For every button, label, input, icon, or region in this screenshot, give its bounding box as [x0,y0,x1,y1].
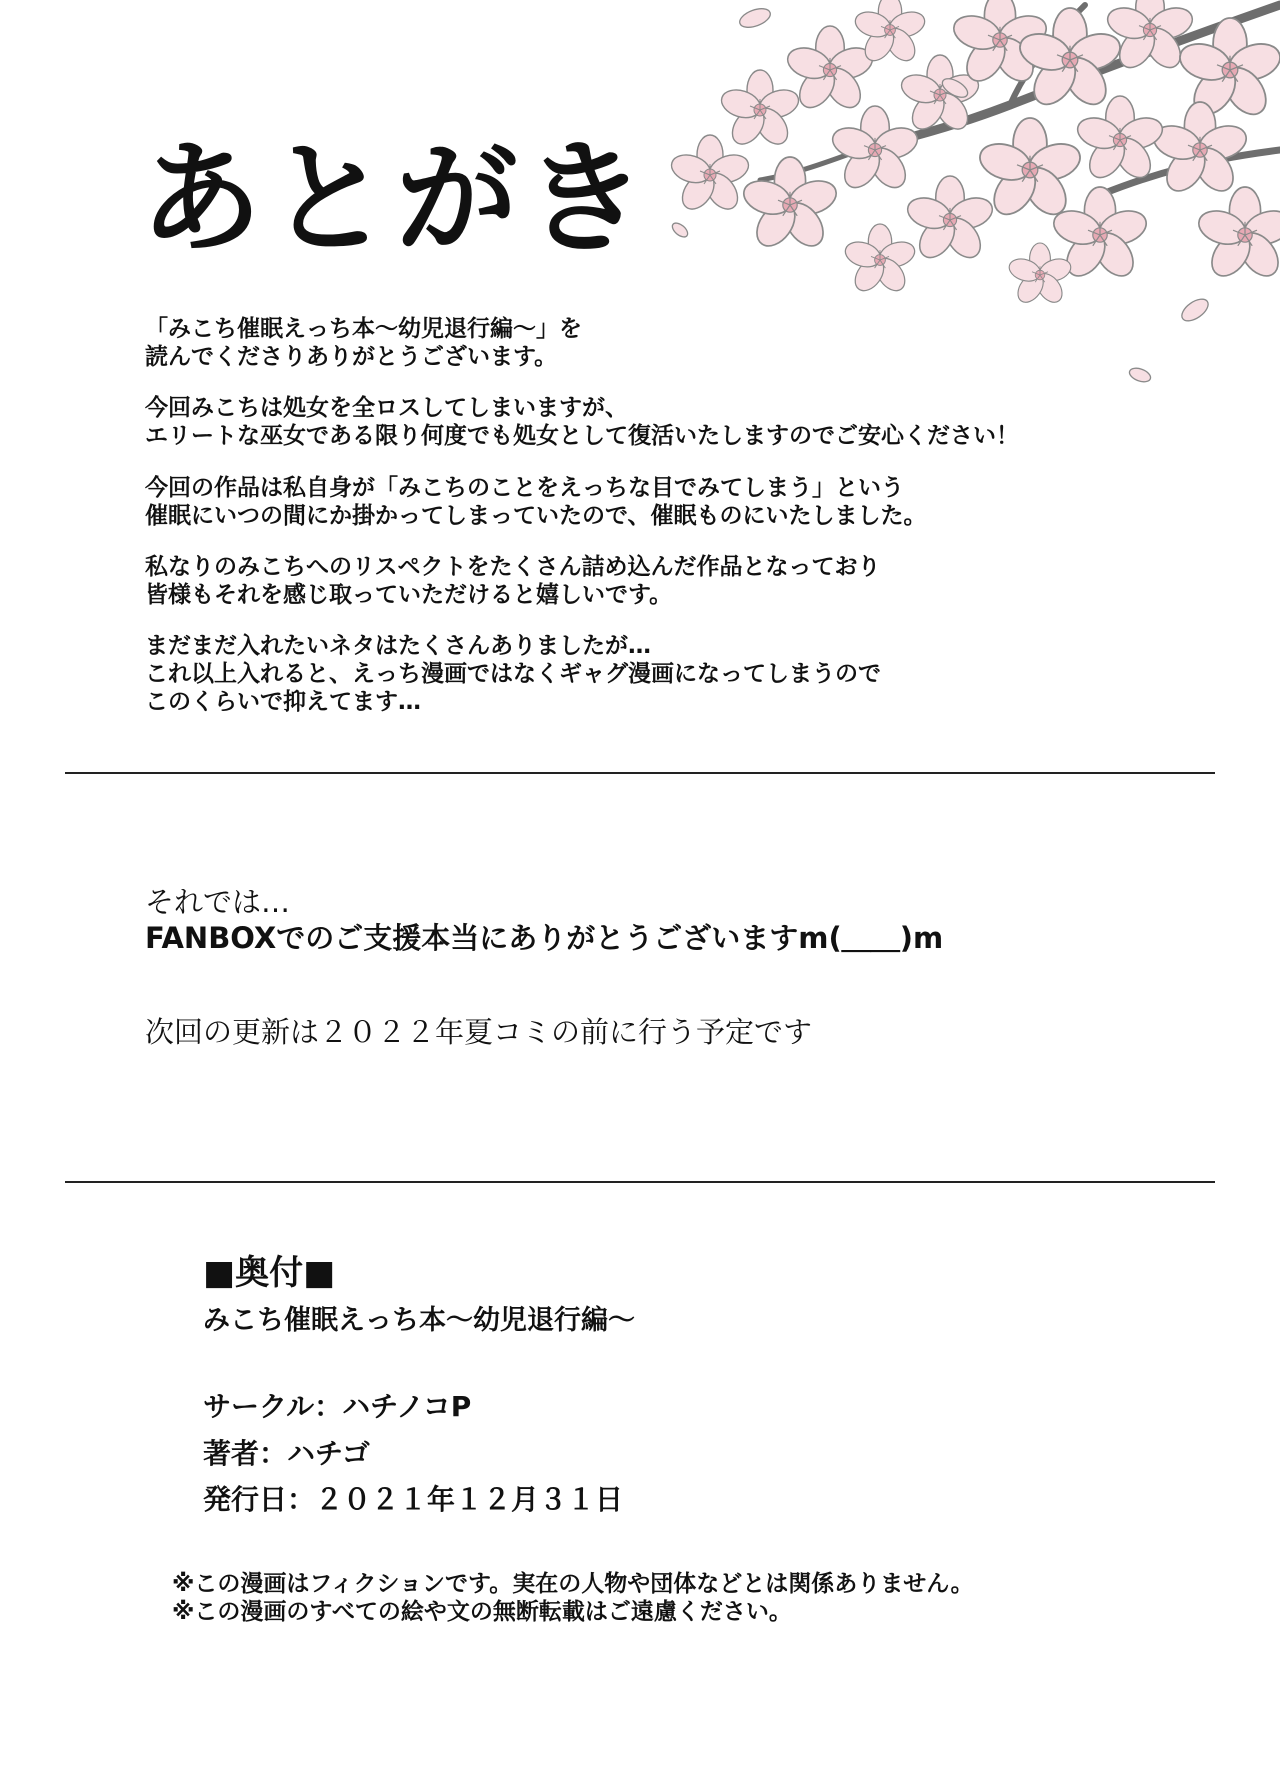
text-line: 読んでくださりありがとうございます。 [145,344,558,370]
colophon-author: 著者：ハチゴ [203,1437,370,1470]
paragraph-story-note [145,394,1185,450]
text-line: これ以上入れると、えっち漫画ではなくギャグ漫画になってしまうので [145,661,881,687]
colophon-book-title: みこち催眠えっち本〜幼児退行編〜 [203,1305,635,1336]
paragraph-theme [145,474,1185,530]
text-line: 今回みこちは処女を全ロスしてしまいますが、 [145,395,628,421]
divider-top [65,772,1215,774]
text-line: このくらいで抑えてます… [145,689,421,715]
divider-bottom [65,1181,1215,1183]
text-line: 「みこち催眠えっち本〜幼児退行編〜」を [145,316,582,342]
disclaimer-fiction: ※この漫画はフィクションです。実在の人物や団体などとは関係ありません。 [172,1571,974,1597]
text-line: 私なりのみこちへのリスペクトをたくさん詰め込んだ作品となっており [145,554,881,580]
paragraph-ideas [145,632,1185,716]
disclaimer-reprint: ※この漫画のすべての絵や文の無断転載はご遠慮ください。 [172,1599,792,1625]
closing-line-2: FANBOXでのご支援本当にありがとうございますm(＿＿)m [145,921,944,955]
colophon-date: 発行日：２０２１年１２月３１日 [203,1483,624,1516]
closing-line-3: 次回の更新は２０２２年夏コミの前に行う予定です [145,1015,813,1049]
paragraph-respect [145,553,1185,609]
text-line: エリートな巫女である限り何度でも処女として復活いたしますのでご安心ください！ [145,423,1019,449]
text-line: まだまだ入れたいネタはたくさんありましたが… [145,633,651,659]
text-line: 皆様もそれを感じ取っていただけると嬉しいです。 [145,582,673,608]
colophon-heading: ■奥付■ [203,1253,336,1293]
page-title: あとがき [140,128,652,270]
text-line: 催眠にいつの間にか掛かってしまっていたので、催眠ものにいたしました。 [145,503,927,529]
colophon-circle: サークル：ハチノコP [203,1390,472,1423]
text-line: 今回の作品は私自身が「みこちのことをえっちな目でみてしまう」という [145,475,904,501]
closing-line-1: それでは… [145,885,291,919]
paragraph-thanks [145,315,1185,371]
